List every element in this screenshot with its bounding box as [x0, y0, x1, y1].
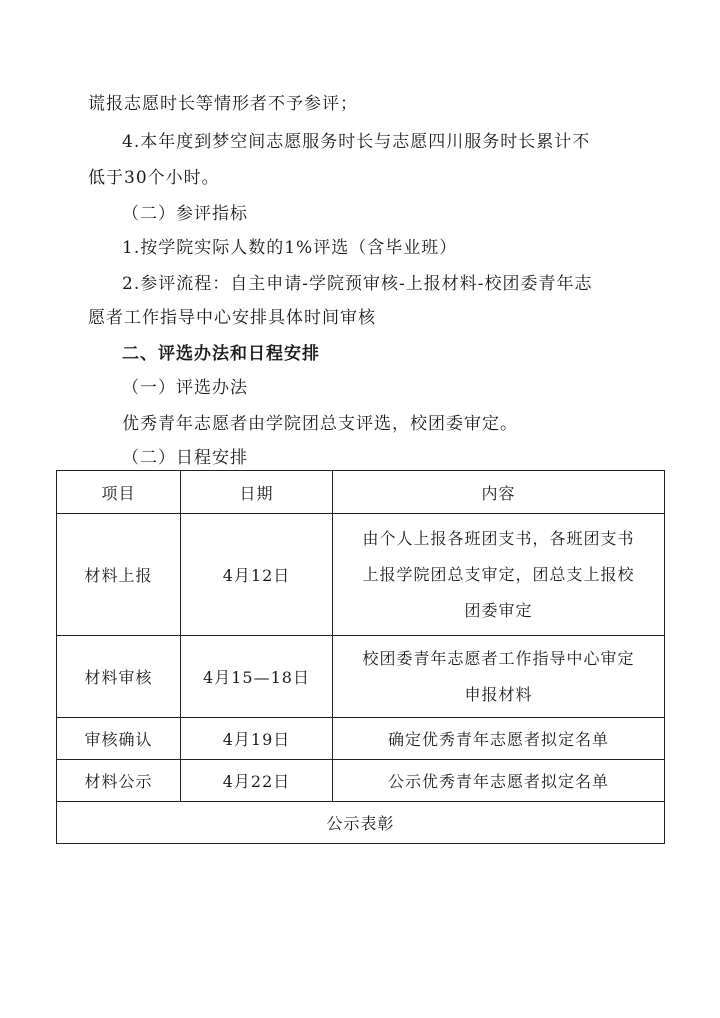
- table-footer-row: [57, 802, 665, 844]
- paragraph-line: 愿者工作指导中心安排具体时间审核: [88, 308, 376, 328]
- chapter-heading: 二、评选办法和日程安排: [122, 344, 320, 364]
- column-header-date: 日期: [181, 471, 333, 514]
- section-heading: （二）日程安排: [122, 448, 248, 468]
- content-line: 由个人上报各班团支书，各班团支书: [362, 528, 635, 548]
- cell-content: [333, 636, 665, 718]
- cell-item: 材料上报: [57, 514, 181, 636]
- schedule-table: [56, 470, 665, 844]
- paragraph-line: 谎报志愿时长等情形者不予参评；: [88, 94, 358, 114]
- paragraph-line: 2.参评流程：自主申请-学院预审核-上报材料-校团委青年志: [122, 274, 593, 294]
- paragraph-line: 1.按学院实际人数的1%评选（含毕业班）: [122, 238, 458, 258]
- table-row: [57, 514, 665, 636]
- column-header-content: 内容: [333, 471, 665, 514]
- section-heading: （一）评选办法: [122, 378, 248, 398]
- cell-item: 材料公示: [57, 760, 181, 802]
- column-header-item: 项目: [57, 471, 181, 514]
- cell-date: 4月22日: [181, 760, 333, 802]
- cell-content: 确定优秀青年志愿者拟定名单: [333, 718, 665, 760]
- table-row: [57, 718, 665, 760]
- cell-date: 4月15—18日: [181, 636, 333, 718]
- table-row: [57, 636, 665, 718]
- paragraph-line: 低于30个小时。: [88, 168, 220, 188]
- content-line: 校团委青年志愿者工作指导中心审定: [362, 648, 635, 668]
- section-heading: （二）参评指标: [122, 204, 248, 224]
- content-line: 上报学院团总支审定，团总支上报校: [362, 564, 635, 584]
- paragraph-line: 优秀青年志愿者由学院团总支评选，校团委审定。: [122, 414, 518, 434]
- cell-item: 材料审核: [57, 636, 181, 718]
- cell-footer: 公示表彰: [57, 802, 665, 844]
- content-line: 申报材料: [464, 684, 533, 704]
- cell-content: 公示优秀青年志愿者拟定名单: [333, 760, 665, 802]
- paragraph-line: 4.本年度到梦空间志愿服务时长与志愿四川服务时长累计不: [122, 132, 591, 152]
- cell-date: 4月19日: [181, 718, 333, 760]
- content-line: 团委审定: [464, 600, 533, 620]
- table-header-row: [57, 471, 665, 514]
- cell-content: [333, 514, 665, 636]
- cell-item: 审核确认: [57, 718, 181, 760]
- cell-date: 4月12日: [181, 514, 333, 636]
- table-row: [57, 760, 665, 802]
